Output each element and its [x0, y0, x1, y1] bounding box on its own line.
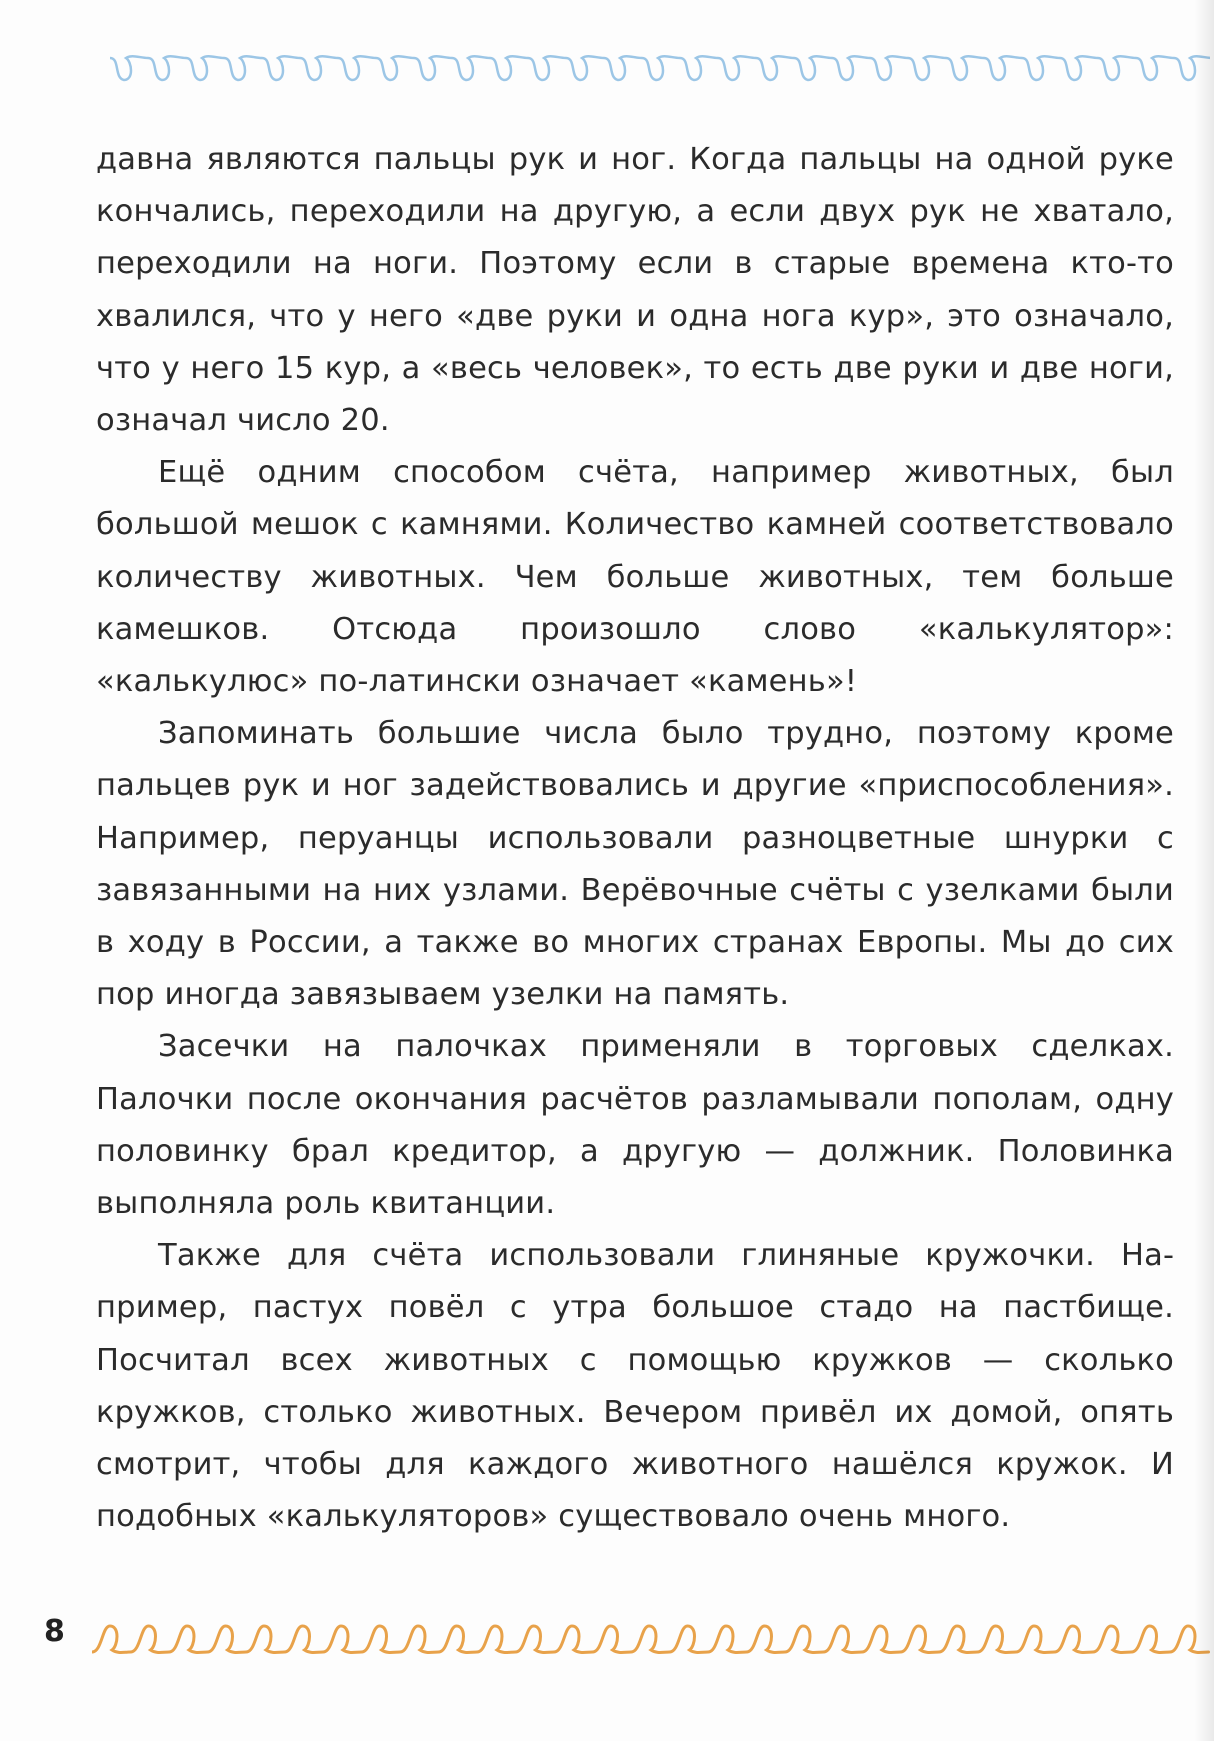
paragraph-2: Ещё одним способом счёта, например животных, был большой мешок с камнями. Количество камней соответствовало количеству животных. Чем больше животных, тем больше камешков. Отсюда произошло слово «калькулятор»: «калькулюс» по-латински означает «камень»!: [96, 455, 1174, 700]
page-number: 8: [44, 1614, 65, 1649]
blue-loop-border-icon: [110, 40, 1210, 100]
body-text: [96, 134, 1174, 1543]
orange-loop-border-icon: [92, 1612, 1212, 1672]
paragraph-4: Засечки на палочках применяли в торговых сделках. Палочки после окончания расчётов разламывали пополам, одну половинку брал кредитор, а другую — должник. Половинка выполняла роль квитанции.: [96, 1029, 1174, 1222]
paragraph-3: Запоминать большие числа было трудно, поэтому кроме пальцев рук и ног задействовались и другие «приспособления». Например, перуанцы использовали разноцветные шнурки с завязанными на них узлами. Верёвочные счёты с узелками были в ходу в России, а также во многих странах Европы. Мы до сих пор иногда завязываем узелки на память.: [96, 716, 1174, 1013]
page-edge-shadow: [1194, 0, 1214, 1741]
paragraph-1: давна являются пальцы рук и ног. Когда пальцы на одной руке кончались, переходили на другую, а если двух рук не хватало, переходили на ноги. Поэтому если в старые времена кто-то хвалился, что у него «две руки и одна нога кур», это означало, что у него 15 кур, а «весь человек», то есть две руки и две ноги, означал число 20.: [96, 142, 1174, 439]
paragraph-5: Также для счёта использовали глиняные кружочки. Например, пастух повёл с утра большое стадо на пастбище. Посчитал всех животных с помощью кружков — сколько кружков, столько животных. Вечером привёл их домой, опять смотрит, чтобы для каждого животного нашёлся кружок. И подобных «калькуляторов» существовало очень много.: [96, 1238, 1174, 1535]
